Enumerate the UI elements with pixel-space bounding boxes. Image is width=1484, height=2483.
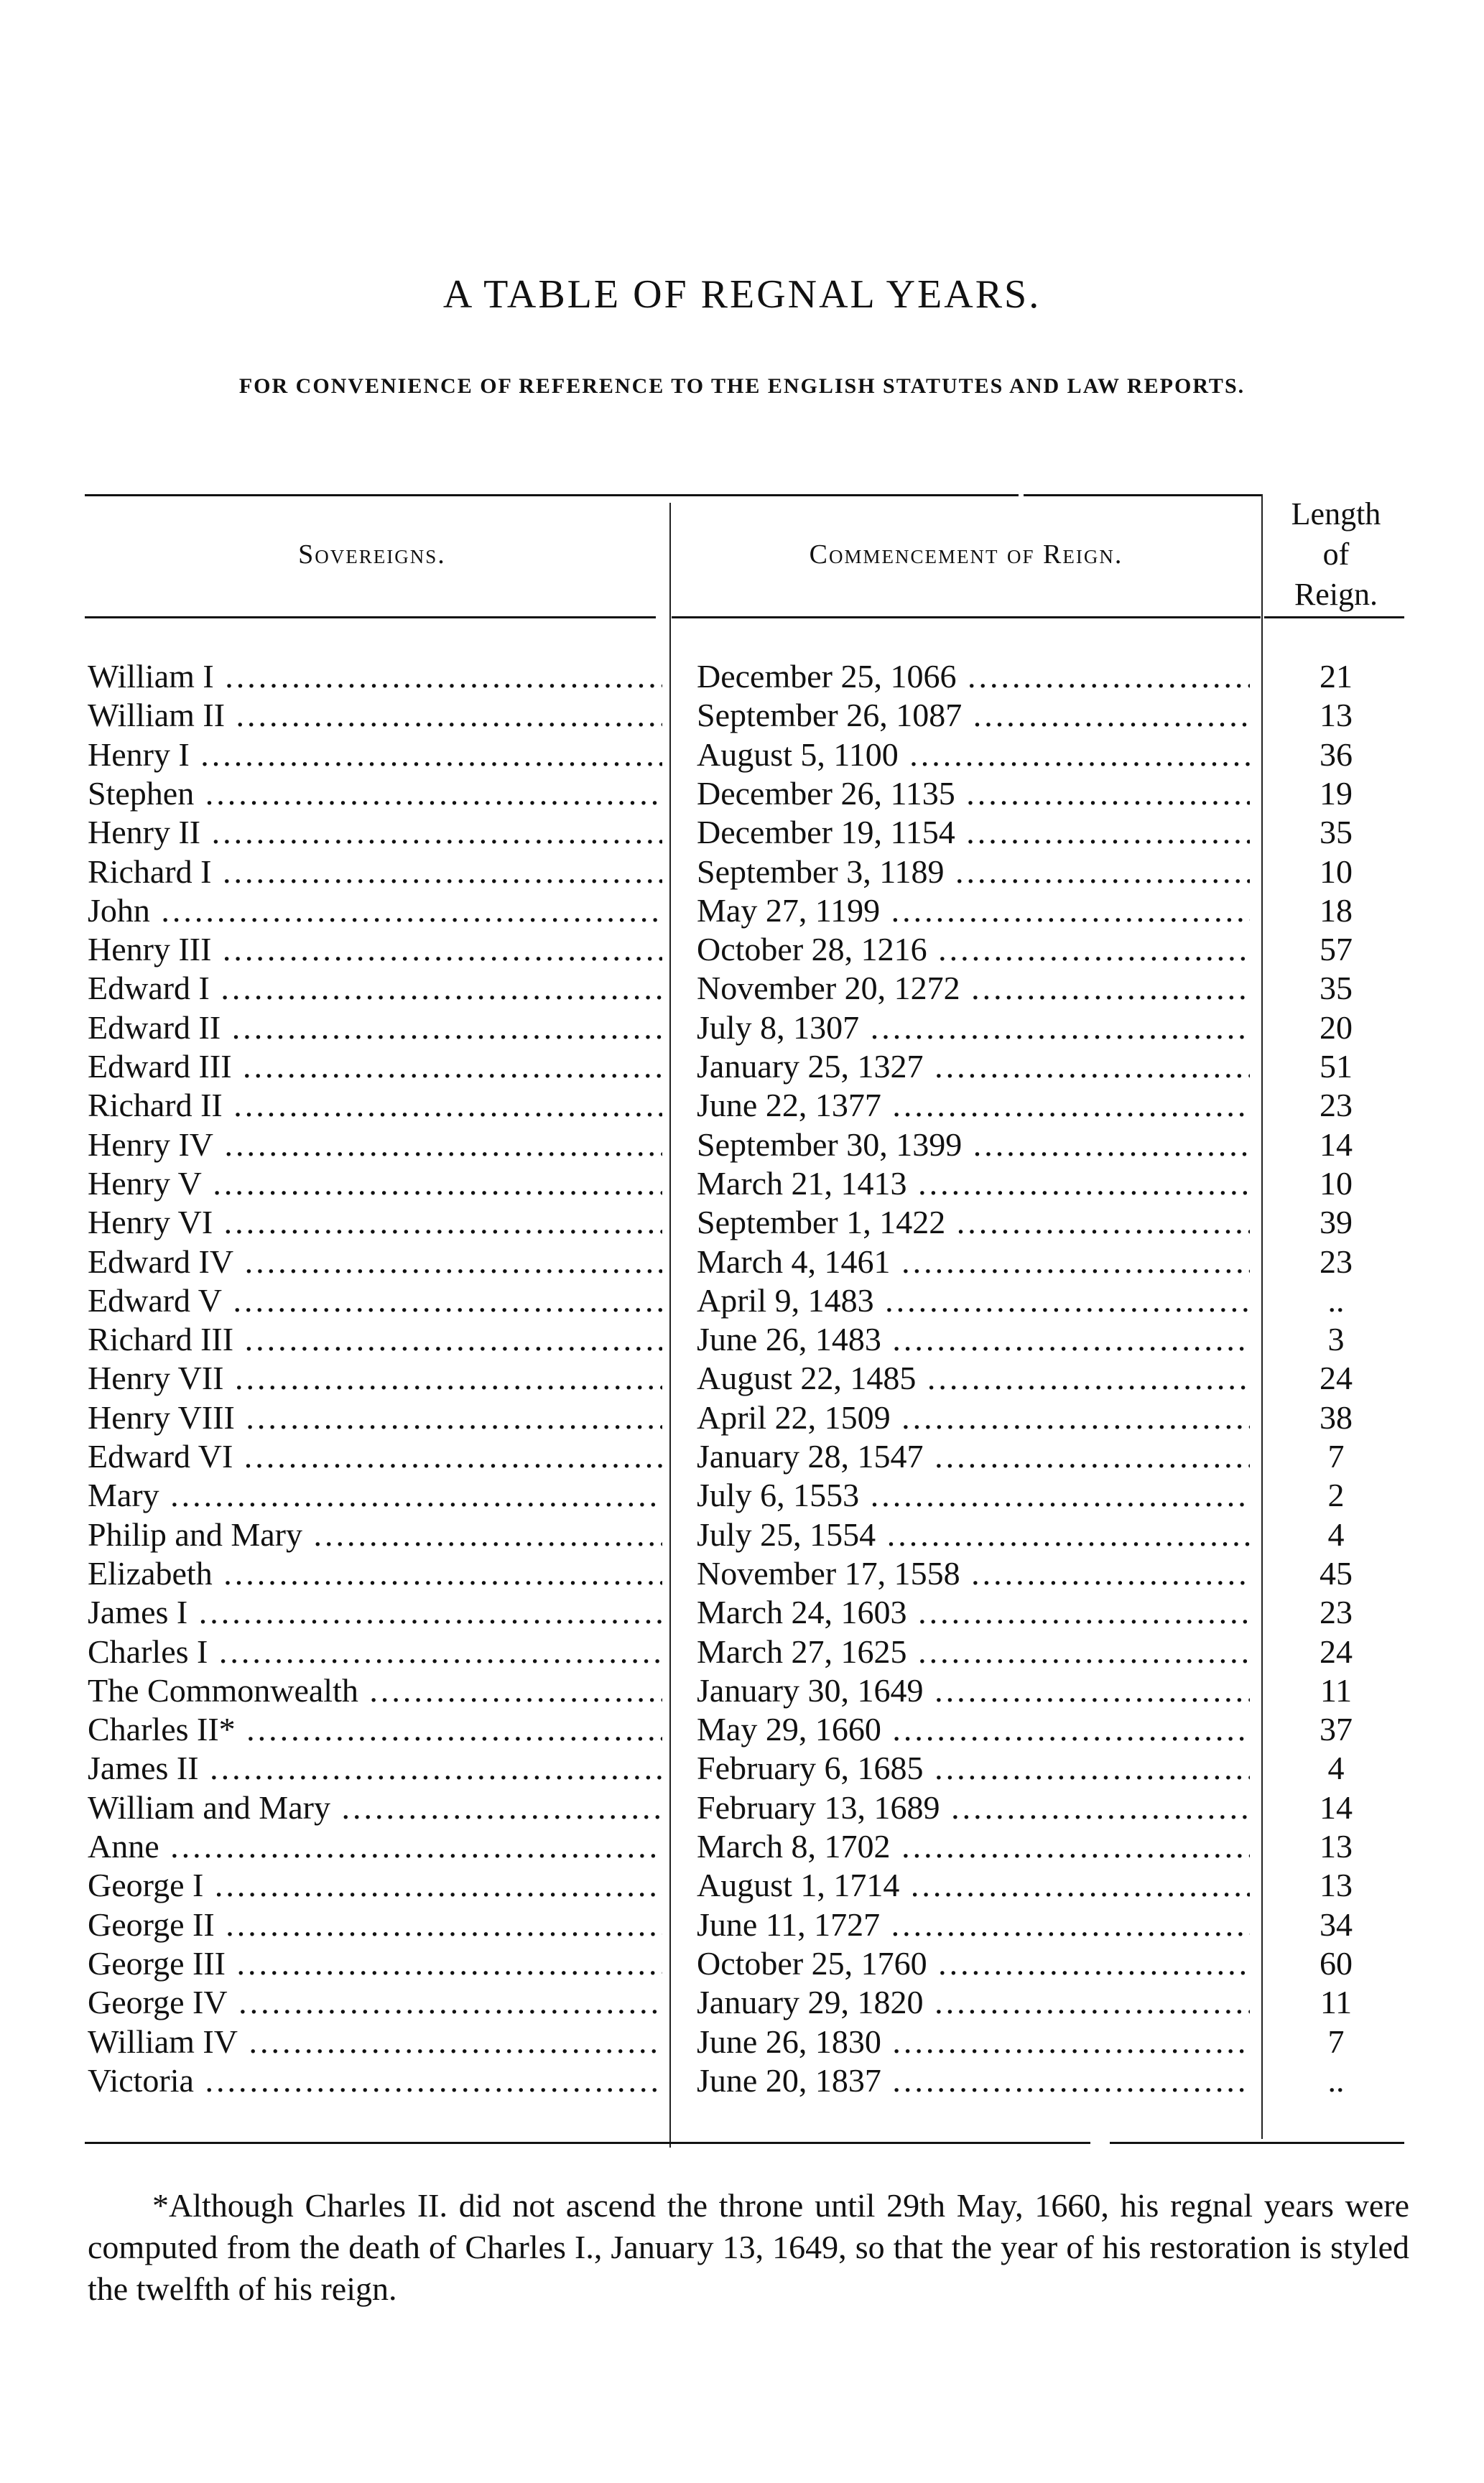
reign-length: 11	[1320, 1671, 1353, 1709]
table-row	[0, 1554, 1484, 1593]
table-row	[0, 1749, 1484, 1788]
sovereign-name: George III .....	[88, 1944, 662, 1983]
reign-length: 4	[1327, 1516, 1345, 1553]
reign-length: 7	[1327, 2023, 1345, 2060]
reign-start-date: August 1, 1714 .....	[697, 1866, 1250, 1905]
reign-length: 4	[1327, 1750, 1345, 1787]
table-row	[0, 735, 1484, 774]
page-title: A TABLE OF REGNAL YEARS.	[442, 272, 1042, 317]
reign-start-date: December 26, 1135 .....	[697, 774, 1250, 813]
table-row	[0, 657, 1484, 696]
sovereign-name: Edward V .....	[88, 1281, 662, 1320]
header-bottom-rule-right	[1264, 616, 1404, 618]
table-row	[0, 1359, 1484, 1398]
sovereign-name: Henry III .....	[88, 930, 662, 969]
reign-length: 35	[1320, 814, 1353, 851]
reign-start-date: June 26, 1483 .....	[697, 1320, 1250, 1359]
sovereign-name: Edward VI .....	[88, 1437, 662, 1476]
sovereign-name: Richard I .....	[88, 853, 662, 891]
table-row	[0, 1047, 1484, 1086]
reign-length: 51	[1320, 1048, 1353, 1085]
sovereign-name: James II .....	[88, 1749, 662, 1788]
length-header-line-3: Reign.	[1294, 577, 1378, 612]
table-row	[0, 2023, 1484, 2061]
reign-length: 13	[1320, 1867, 1353, 1904]
reign-start-date: January 28, 1547 .....	[697, 1437, 1250, 1476]
sovereign-name: Henry VI .....	[88, 1203, 662, 1242]
sovereign-name: Charles I .....	[88, 1633, 662, 1671]
length-header-line-1: Length	[1291, 496, 1381, 532]
reign-length: 14	[1320, 1126, 1353, 1163]
sovereign-name: William IV .....	[88, 2023, 662, 2061]
sovereign-name: George I .....	[88, 1866, 662, 1905]
reign-length: 3	[1327, 1321, 1345, 1358]
reign-start-date: February 6, 1685 .....	[697, 1749, 1250, 1788]
reign-start-date: June 22, 1377 .....	[697, 1086, 1250, 1125]
reign-length: 37	[1320, 1711, 1353, 1748]
reign-start-date: March 24, 1603 .....	[697, 1593, 1250, 1632]
reign-start-date: December 19, 1154 .....	[697, 813, 1250, 852]
table-row	[0, 853, 1484, 891]
column-header-commencement: Commencement of Reign.	[809, 539, 1123, 570]
sovereign-name: Mary .....	[88, 1476, 662, 1515]
reign-length: 24	[1320, 1360, 1353, 1397]
table-row	[0, 1671, 1484, 1710]
table-row	[0, 930, 1484, 969]
table-bottom-rule-left	[85, 2142, 1090, 2144]
table-row	[0, 1788, 1484, 1827]
sovereign-name: Charles II* .....	[88, 1710, 662, 1749]
sovereign-name: Henry VII .....	[88, 1359, 662, 1398]
sovereign-name: Richard III .....	[88, 1320, 662, 1359]
table-row	[0, 1203, 1484, 1242]
table-row	[0, 1593, 1484, 1632]
reign-start-date: January 30, 1649 .....	[697, 1671, 1250, 1710]
sovereign-name: Edward IV .....	[88, 1243, 662, 1281]
reign-length: 10	[1320, 1164, 1353, 1202]
table-row	[0, 1164, 1484, 1203]
reign-length: 57	[1320, 931, 1353, 968]
reign-start-date: September 3, 1189 .....	[697, 853, 1250, 891]
reign-start-date: June 20, 1837 .....	[697, 2061, 1250, 2100]
reign-start-date: July 6, 1553 .....	[697, 1476, 1250, 1515]
table-row	[0, 1126, 1484, 1164]
reign-start-date: March 4, 1461 .....	[697, 1243, 1250, 1281]
table-row	[0, 1476, 1484, 1515]
length-header-line-2: of	[1322, 537, 1350, 572]
sovereign-name: Henry II .....	[88, 813, 662, 852]
sovereign-name: Stephen .....	[88, 774, 662, 813]
reign-start-date: October 28, 1216 .....	[697, 930, 1250, 969]
reign-length: 7	[1327, 1438, 1345, 1475]
reign-start-date: November 17, 1558 .....	[697, 1554, 1250, 1593]
sovereign-name: Victoria .....	[88, 2061, 662, 2100]
table-top-rule-right	[1024, 494, 1262, 496]
reign-start-date: November 20, 1272 .....	[697, 969, 1250, 1008]
reign-length: 14	[1320, 1788, 1353, 1826]
reign-length: ..	[1327, 2061, 1345, 2099]
sovereign-name: Edward II .....	[88, 1008, 662, 1047]
sovereign-name: Philip and Mary .....	[88, 1516, 662, 1554]
sovereign-name: James I .....	[88, 1593, 662, 1632]
table-row	[0, 1008, 1484, 1047]
table-bottom-rule-right	[1110, 2142, 1404, 2144]
reign-length: 60	[1320, 1944, 1353, 1982]
reign-start-date: April 22, 1509 .....	[697, 1398, 1250, 1437]
header-bottom-rule-left	[85, 616, 656, 618]
reign-start-date: September 30, 1399 .....	[697, 1126, 1250, 1164]
reign-start-date: May 29, 1660 .....	[697, 1710, 1250, 1749]
sovereign-name: Henry IV .....	[88, 1126, 662, 1164]
reign-length: 38	[1320, 1398, 1353, 1436]
reign-start-date: April 9, 1483 .....	[697, 1281, 1250, 1320]
reign-length: 18	[1320, 891, 1353, 929]
reign-length: 34	[1320, 1906, 1353, 1943]
table-top-rule	[85, 494, 1019, 496]
reign-length: 39	[1320, 1204, 1353, 1241]
table-row	[0, 1944, 1484, 1983]
sovereign-name: Edward III .....	[88, 1047, 662, 1086]
table-row	[0, 1866, 1484, 1905]
reign-length: 13	[1320, 1828, 1353, 1865]
reign-length: 24	[1320, 1633, 1353, 1670]
reign-start-date: September 26, 1087 .....	[697, 696, 1250, 735]
reign-length: 10	[1320, 853, 1353, 890]
reign-length: 23	[1320, 1243, 1353, 1280]
reign-start-date: August 22, 1485 .....	[697, 1359, 1250, 1398]
table-row	[0, 2061, 1484, 2100]
table-row	[0, 1320, 1484, 1359]
table-row	[0, 1281, 1484, 1320]
reign-length: 11	[1320, 1984, 1353, 2021]
reign-start-date: July 8, 1307 .....	[697, 1008, 1250, 1047]
table-row	[0, 774, 1484, 813]
sovereign-name: George IV .....	[88, 1983, 662, 2022]
reign-length: ..	[1327, 1281, 1345, 1319]
reign-length: 45	[1320, 1554, 1353, 1592]
reign-length: 13	[1320, 697, 1353, 734]
sovereign-name: The Commonwealth .....	[88, 1671, 662, 1710]
sovereign-name: Edward I .....	[88, 969, 662, 1008]
reign-start-date: May 27, 1199 .....	[697, 891, 1250, 930]
table-row	[0, 1906, 1484, 1944]
reign-length: 21	[1320, 658, 1353, 695]
sovereign-name: Richard II .....	[88, 1086, 662, 1125]
sovereign-name: Elizabeth .....	[88, 1554, 662, 1593]
reign-start-date: March 27, 1625 .....	[697, 1633, 1250, 1671]
page-subtitle: FOR CONVENIENCE OF REFERENCE TO THE ENGLISH STATUTES AND LAW REPORTS.	[238, 374, 1246, 398]
reign-length: 20	[1320, 1008, 1353, 1046]
reign-start-date: July 25, 1554 .....	[697, 1516, 1250, 1554]
sovereign-name: Henry I .....	[88, 735, 662, 774]
reign-length: 23	[1320, 1087, 1353, 1124]
reign-start-date: August 5, 1100 .....	[697, 735, 1250, 774]
table-row	[0, 969, 1484, 1008]
column-header-sovereigns: Sovereigns.	[298, 539, 446, 570]
table-row	[0, 1398, 1484, 1437]
table-row	[0, 1437, 1484, 1476]
reign-start-date: December 25, 1066 .....	[697, 657, 1250, 696]
table-row	[0, 1086, 1484, 1125]
sovereign-name: Henry VIII .....	[88, 1398, 662, 1437]
reign-start-date: June 26, 1830 .....	[697, 2023, 1250, 2061]
reign-start-date: January 25, 1327 .....	[697, 1047, 1250, 1086]
table-row	[0, 696, 1484, 735]
reign-length: 35	[1320, 970, 1353, 1007]
sovereign-name: William I .....	[88, 657, 662, 696]
footnote: *Although Charles II. did not ascend the throne until 29th May, 1660, his regnal years were computed from the death of Charles I., January 13, 1649, so that the year of his restoration is styled the twelfth of his reign.	[88, 2187, 1409, 2307]
sovereign-name: Anne .....	[88, 1827, 662, 1866]
reign-length: 36	[1320, 735, 1353, 773]
reign-start-date: March 21, 1413 .....	[697, 1164, 1250, 1203]
reign-start-date: June 11, 1727 .....	[697, 1906, 1250, 1944]
reign-start-date: February 13, 1689 .....	[697, 1788, 1250, 1827]
reign-length: 2	[1327, 1477, 1345, 1514]
header-bottom-rule-mid	[672, 616, 1261, 618]
table-row	[0, 891, 1484, 930]
reign-start-date: March 8, 1702 .....	[697, 1827, 1250, 1866]
sovereign-name: Henry V .....	[88, 1164, 662, 1203]
column-header-length	[1264, 494, 1408, 615]
sovereign-name: John .....	[88, 891, 662, 930]
table-row	[0, 1827, 1484, 1866]
table-row	[0, 1516, 1484, 1554]
sovereign-name: William II .....	[88, 696, 662, 735]
sovereign-name: William and Mary .....	[88, 1788, 662, 1827]
table-row	[0, 1710, 1484, 1749]
table-row	[0, 1633, 1484, 1671]
table-row	[0, 1243, 1484, 1281]
sovereign-name: George II .....	[88, 1906, 662, 1944]
reign-start-date: September 1, 1422 .....	[697, 1203, 1250, 1242]
reign-start-date: January 29, 1820 .....	[697, 1983, 1250, 2022]
table-row	[0, 813, 1484, 852]
table-row	[0, 1983, 1484, 2022]
reign-start-date: October 25, 1760 .....	[697, 1944, 1250, 1983]
reign-length: 23	[1320, 1594, 1353, 1631]
reign-length: 19	[1320, 774, 1353, 812]
